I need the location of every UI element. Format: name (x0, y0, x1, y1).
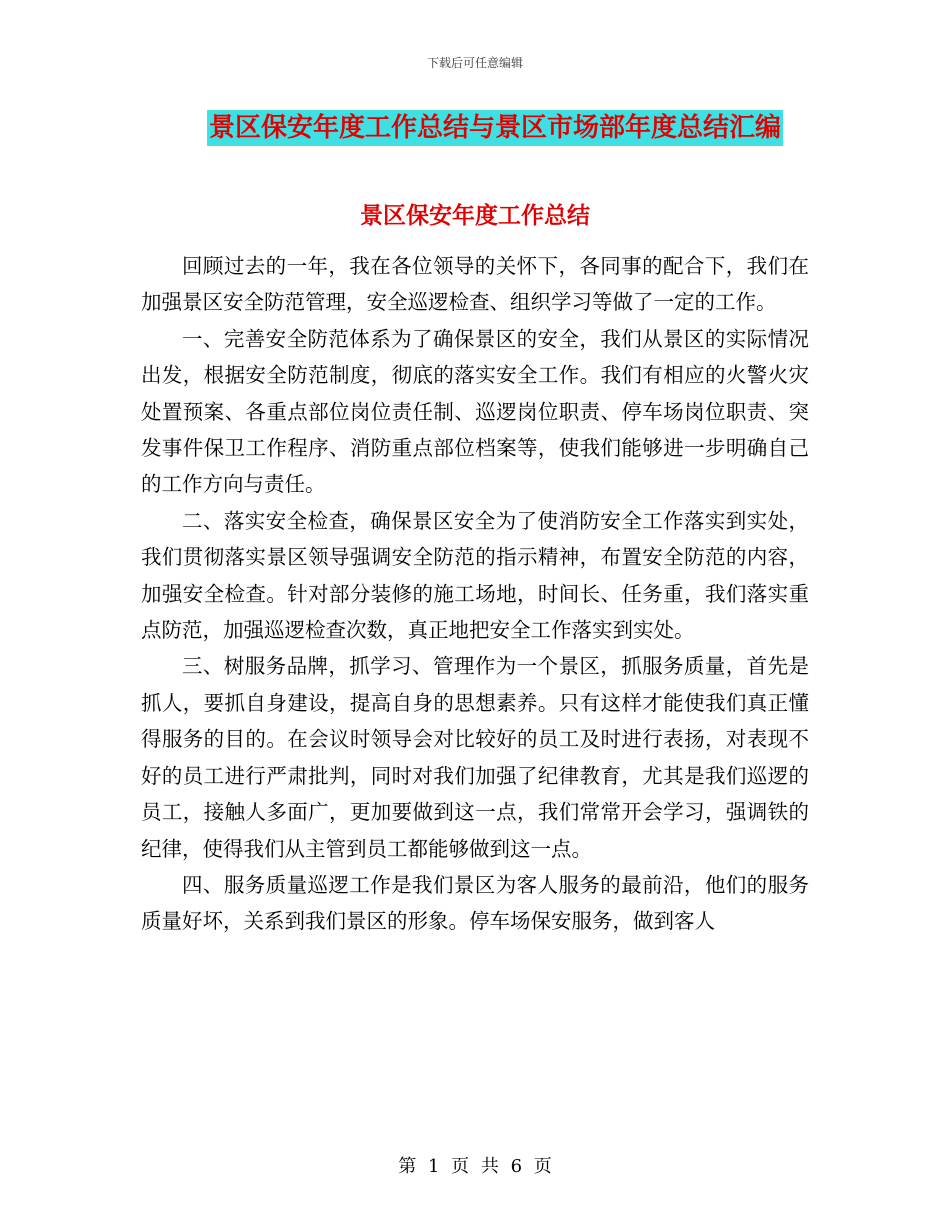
document-body (141, 248, 809, 940)
page-header-note: 下载后可任意编辑 (426, 56, 523, 70)
paragraph: 二、落实安全检查，确保景区安全为了使消防安全工作落实到实处，我们贯彻落实景区领导强调安全防范的指示精神，布置安全防范的内容，加强安全检查。针对部分装修的施工场地，时间长、任务重，我们落实重点防范，加强巡逻检查次数，真正地把安全工作落实到实处。 (141, 508, 809, 643)
paragraph: 四、服务质量巡逻工作是我们景区为客人服务的最前沿，他们的服务质量好坏，关系到我们景区的形象。停车场保安服务，做到客人 (141, 872, 809, 934)
page-number-footer: 第 1 页 共 6 页 (398, 1156, 552, 1177)
section-title: 景区保安年度工作总结 (360, 202, 590, 229)
paragraph: 一、完善安全防范体系为了确保景区的安全，我们从景区的实际情况出发，根据安全防范制度，彻底的落实安全工作。我们有相应的火警火灾处置预案、各重点部位岗位责任制、巡逻岗位职责、停车场岗位职责、突发事件保卫工作程序、消防重点部位档案等，使我们能够进一步明确自己的工作方向与责任。 (141, 326, 809, 497)
paragraph: 回顾过去的一年，我在各位领导的关怀下，各同事的配合下，我们在加强景区安全防范管理，安全巡逻检查、组织学习等做了一定的工作。 (141, 254, 809, 315)
document-main-title: 景区保安年度工作总结与景区市场部年度总结汇编 (207, 110, 783, 146)
paragraph: 三、树服务品牌，抓学习、管理作为一个景区，抓服务质量，首先是抓人，要抓自身建设，提高自身的思想素养。只有这样才能使我们真正懂得服务的目的。在会议时领导会对比较好的员工及时进行表扬，对表现不好的员工进行严肃批判，同时对我们加强了纪律教育，尤其是我们巡逻的员工，接触人多面广，更加要做到这一点，我们常常开会学习，强调铁的纪律，使得我们从主管到员工都能够做到这一点。 (141, 654, 809, 861)
